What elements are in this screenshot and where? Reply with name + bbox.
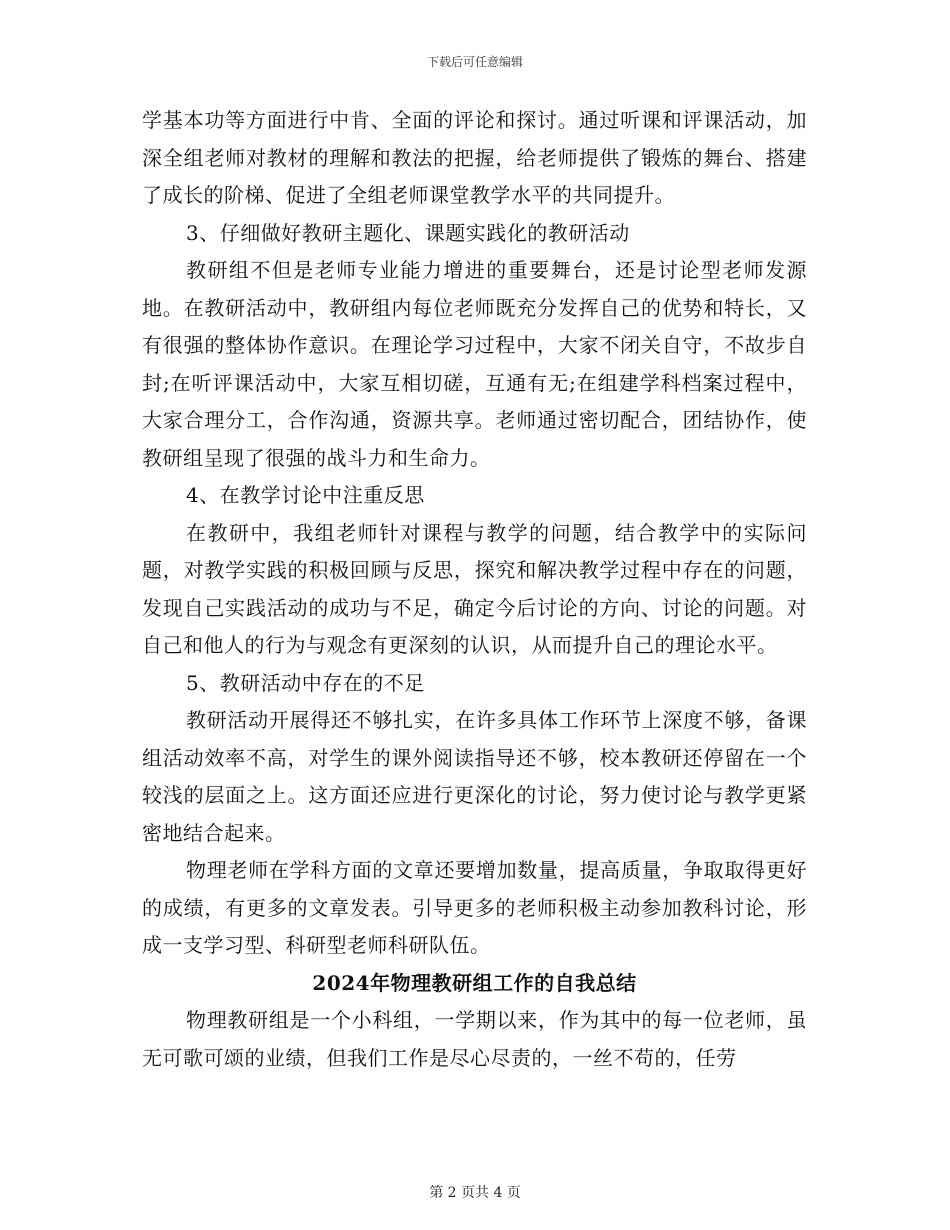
page-header: 下载后可任意编辑 xyxy=(426,55,523,69)
page-number-footer: 第 2 页共 4 页 xyxy=(429,1185,521,1201)
paragraph: 教研组不但是老师专业能力增进的重要舞台，还是讨论型老师发源地。在教研活动中，教研组内每位老师既充分发挥自己的优势和特长，又有很强的整体协作意识。在理论学习过程中，大家不闭关自守，不故步自封;在听评课活动中，大家互相切磋，互通有无;在组建学科档案过程中，大家合理分工，合作沟通，资源共享。老师通过密切配合，团结协作，使教研组呈现了很强的战斗力和生命力。 xyxy=(142,258,807,470)
document-body xyxy=(142,102,807,1077)
paragraph-continuation: 学基本功等方面进行中肯、全面的评论和探讨。通过听课和评课活动，加深全组老师对教材的理解和教法的把握，给老师提供了锻炼的舞台、搭建了成长的阶梯、促进了全组老师课堂教学水平的共同提升。 xyxy=(142,108,807,207)
section-heading-4: 4、在教学讨论中注重反思 xyxy=(186,483,425,507)
section-heading-3: 3、仔细做好教研主题化、课题实践化的教研活动 xyxy=(186,220,630,245)
paragraph: 物理教研组是一个小科组，一学期以来，作为其中的每一位老师，虽无可歌可颂的业绩，但我们工作是尽心尽责的，一丝不苟的，任劳 xyxy=(142,1008,807,1070)
paragraph: 物理老师在学科方面的文章还要增加数量，提高质量，争取取得更好的成绩，有更多的文章发表。引导更多的老师积极主动参加教科讨论，形成一支学习型、科研型老师科研队伍。 xyxy=(142,858,807,957)
paragraph: 教研活动开展得还不够扎实，在许多具体工作环节上深度不够，备课组活动效率不高，对学生的课外阅读指导还不够，校本教研还停留在一个较浅的层面之上。这方面还应进行更深化的讨论，努力使讨论与教学更紧密地结合起来。 xyxy=(142,708,807,845)
section-heading-5: 5、教研活动中存在的不足 xyxy=(186,670,425,695)
paragraph: 在教研中，我组老师针对课程与教学的问题，结合教学中的实际问题，对教学实践的积极回顾与反思，探究和解决教学过程中存在的问题，发现自己实践活动的成功与不足，确定今后讨论的方向、讨论的问题。对自己和他人的行为与观念有更深刻的认识，从而提升自己的理论水平。 xyxy=(142,520,807,657)
document-title: 2024年物理教研组工作的自我总结 xyxy=(312,970,637,995)
